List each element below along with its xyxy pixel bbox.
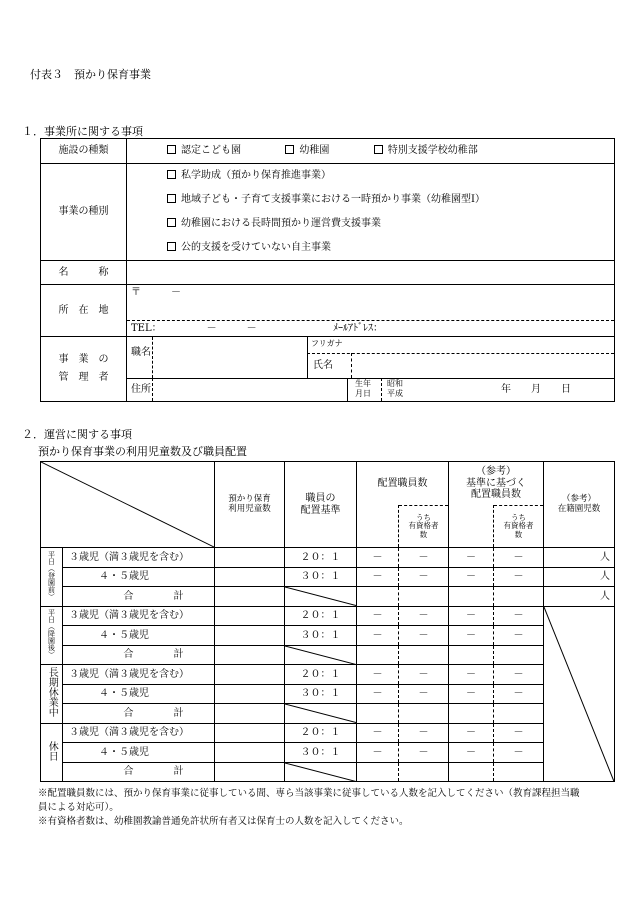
standard-cell: ２０：１ <box>285 606 357 626</box>
group-label: 平日（登園前） <box>41 548 63 607</box>
manager-label: 事 業 の 管 理 者 <box>41 337 127 402</box>
era-label: 昭和 平成 <box>387 379 403 398</box>
staff-count-cell[interactable] <box>494 762 544 782</box>
staff-count-header: 配置職員数 <box>357 462 449 506</box>
tel-field[interactable]: TEL： － － <box>131 322 257 334</box>
standard-header: 職員の 配置基準 <box>285 462 357 548</box>
business-type-label: 事業の種別 <box>41 164 127 261</box>
qualified-header-2: うち 有資格者 数 <box>494 506 544 548</box>
note-1b: 員による対応可）。 <box>38 802 119 813</box>
children-count-cell[interactable] <box>215 704 285 724</box>
enrolled-header: （参考） 在籍園児数 <box>544 462 615 548</box>
age-group-label: ４・５歳児 <box>63 743 215 763</box>
age-group-label: ３歳児（満３歳児を含む） <box>63 723 215 743</box>
staff-count-cell[interactable]: － <box>449 626 494 646</box>
age-group-label: 合 計 <box>63 587 215 607</box>
standard-cell <box>285 645 357 665</box>
staff-count-cell[interactable]: － <box>449 743 494 763</box>
staff-count-cell[interactable]: － <box>399 743 449 763</box>
checkbox-type-4[interactable] <box>167 242 176 251</box>
staff-count-cell[interactable] <box>399 587 449 607</box>
children-count-cell[interactable] <box>215 606 285 626</box>
checkbox-special-school[interactable] <box>374 145 383 154</box>
age-group-label: 合 計 <box>63 704 215 724</box>
staff-count-cell[interactable] <box>399 704 449 724</box>
children-count-cell[interactable] <box>215 743 285 763</box>
email-field[interactable]: ﾒｰﾙｱﾄﾞﾚｽ： <box>333 322 383 334</box>
group-label: 平日（降園後） <box>41 606 63 665</box>
ref-staff-header: （参考） 基準に基づく 配置職員数 <box>449 462 544 506</box>
age-group-label: ４・５歳児 <box>63 567 215 587</box>
group-label: 休日 <box>41 723 63 782</box>
staff-count-cell[interactable]: － <box>494 548 544 568</box>
staff-count-cell[interactable] <box>357 587 399 607</box>
staff-count-cell[interactable]: － <box>399 548 449 568</box>
table-row <box>41 548 615 568</box>
staff-count-cell[interactable]: － <box>449 723 494 743</box>
page-title: 付表３ 預かり保育事業 <box>30 68 151 81</box>
staff-count-cell[interactable]: － <box>449 548 494 568</box>
children-count-cell[interactable] <box>215 548 285 568</box>
staff-count-cell[interactable]: － <box>494 626 544 646</box>
staff-count-cell[interactable] <box>449 587 494 607</box>
children-count-cell[interactable] <box>215 762 285 782</box>
staff-count-cell[interactable]: － <box>357 606 399 626</box>
staff-count-cell[interactable]: － <box>357 548 399 568</box>
table-row <box>41 762 615 782</box>
staff-count-cell[interactable]: － <box>399 626 449 646</box>
table-row <box>41 606 615 626</box>
staff-count-cell[interactable]: － <box>357 626 399 646</box>
children-count-cell[interactable] <box>215 587 285 607</box>
staff-count-cell[interactable]: － <box>357 743 399 763</box>
staff-count-cell[interactable]: － <box>494 606 544 626</box>
group-label: 長期休業中 <box>41 665 63 724</box>
children-count-cell[interactable] <box>215 567 285 587</box>
table-row <box>41 626 615 646</box>
standard-cell: ３０：１ <box>285 626 357 646</box>
checkbox-type-3[interactable] <box>167 218 176 227</box>
facility-type-label: 施設の種類 <box>41 139 127 164</box>
table-row <box>41 587 615 607</box>
table-row <box>41 743 615 763</box>
standard-cell <box>285 762 357 782</box>
children-count-cell[interactable] <box>215 665 285 685</box>
checkbox-kindergarten[interactable] <box>285 145 294 154</box>
business-info-table: 施設の種類 認定こども園 幼稚園 特別支援学校幼稚部 事業の種別 私学助成（預かり保育推進事業） 地域子ども・子育て支援事業における一時預かり事業（幼稚園型Ⅰ） 幼稚園における長時間預かり運営費支援事業 公的支援を受けていない自主事業 名 称 所 在 地 〒 － TEL： － － ﾒｰﾙｱﾄﾞﾚｽ： 事 業 の 管 理 者 職名 フリガナ 氏名 住所 生年 月日 昭和 平成 年 月 日 <box>40 138 615 402</box>
staff-count-cell[interactable]: － <box>399 665 449 685</box>
staff-count-cell[interactable]: － <box>399 567 449 587</box>
staff-count-cell[interactable] <box>494 587 544 607</box>
section2-heading: ２．運営に関する事項 <box>22 428 132 441</box>
address-label: 所 在 地 <box>41 285 127 337</box>
table-row <box>41 567 615 587</box>
name-label: 名 称 <box>41 261 127 285</box>
staff-count-cell[interactable] <box>449 762 494 782</box>
staffing-table <box>40 461 615 782</box>
staff-count-cell[interactable] <box>449 704 494 724</box>
enrolled-count-cell[interactable]: 人 <box>544 587 615 607</box>
staff-count-cell[interactable] <box>357 704 399 724</box>
postal-code[interactable]: 〒 － <box>131 287 181 298</box>
checkbox-kodomoen[interactable] <box>167 145 176 154</box>
staff-count-cell[interactable]: － <box>449 665 494 685</box>
staff-count-cell[interactable] <box>449 645 494 665</box>
staff-count-cell[interactable]: － <box>357 684 399 704</box>
birth-date-field[interactable]: 年 月 日 <box>501 384 571 395</box>
standard-cell: ２０：１ <box>285 665 357 685</box>
staff-count-cell[interactable]: － <box>357 567 399 587</box>
note-2: ※有資格者数は、幼稚園教諭普通免許状所有者又は保育士の人数を記入してください。 <box>38 816 409 827</box>
age-group-label: ４・５歳児 <box>63 626 215 646</box>
age-group-label: 合 計 <box>63 762 215 782</box>
staff-count-cell[interactable]: － <box>399 684 449 704</box>
section2-subheading: 預かり保育事業の利用児童数及び職員配置 <box>38 445 247 458</box>
age-group-label: ３歳児（満３歳児を含む） <box>63 665 215 685</box>
table-row <box>41 645 615 665</box>
children-count-cell[interactable] <box>215 645 285 665</box>
staff-count-cell[interactable]: － <box>399 606 449 626</box>
age-group-label: ４・５歳児 <box>63 684 215 704</box>
standard-cell: ３０：１ <box>285 567 357 587</box>
note-1: ※配置職員数には、預かり保育事業に従事している間、専ら当該事業に従事している人数を記入してください（教育課程担当職 <box>38 788 580 799</box>
enrolled-count-cell[interactable]: 人 <box>544 548 615 568</box>
standard-cell <box>285 587 357 607</box>
children-count-cell[interactable] <box>215 684 285 704</box>
staff-count-cell[interactable] <box>494 704 544 724</box>
staff-count-cell[interactable]: － <box>494 665 544 685</box>
staff-count-cell[interactable]: － <box>449 567 494 587</box>
birth-label: 生年 月日 <box>355 379 371 398</box>
staff-count-cell[interactable] <box>399 645 449 665</box>
fullname-label: 氏名 <box>313 360 333 371</box>
staff-count-cell[interactable] <box>357 762 399 782</box>
section1-heading: １．事業所に関する事項 <box>22 125 143 138</box>
standard-cell: ２０：１ <box>285 723 357 743</box>
age-group-label: ３歳児（満３歳児を含む） <box>63 606 215 626</box>
staff-count-cell[interactable]: － <box>494 567 544 587</box>
enrolled-diagonal-cell <box>544 606 615 782</box>
header-diagonal-cell <box>41 462 215 548</box>
checkbox-type-2[interactable] <box>167 194 176 203</box>
children-count-cell[interactable] <box>215 626 285 646</box>
standard-cell: ３０：１ <box>285 743 357 763</box>
children-count-header: 預かり保育 利用児童数 <box>215 462 285 548</box>
enrolled-count-cell[interactable]: 人 <box>544 567 615 587</box>
furigana-label: フリガナ <box>311 339 343 348</box>
table-row <box>41 684 615 704</box>
staff-count-cell[interactable]: － <box>357 665 399 685</box>
staff-count-cell[interactable] <box>357 645 399 665</box>
age-group-label: ３歳児（満３歳児を含む） <box>63 548 215 568</box>
standard-cell <box>285 704 357 724</box>
staff-count-cell[interactable] <box>399 762 449 782</box>
children-count-cell[interactable] <box>215 723 285 743</box>
table-row <box>41 665 615 685</box>
staff-count-cell[interactable] <box>494 645 544 665</box>
post-label: 職名 <box>131 347 151 358</box>
home-address-label: 住所 <box>131 384 151 395</box>
staff-count-cell[interactable]: － <box>449 684 494 704</box>
age-group-label: 合 計 <box>63 645 215 665</box>
standard-cell: ２０：１ <box>285 548 357 568</box>
staff-count-cell[interactable]: － <box>357 723 399 743</box>
qualified-header-1: うち 有資格者 数 <box>399 506 449 548</box>
staff-count-cell[interactable]: － <box>449 606 494 626</box>
staff-count-cell[interactable]: － <box>494 743 544 763</box>
staff-count-cell[interactable]: － <box>399 723 449 743</box>
name-field[interactable] <box>127 261 615 285</box>
checkbox-type-1[interactable] <box>167 170 176 179</box>
table-row <box>41 723 615 743</box>
staff-count-cell[interactable]: － <box>494 684 544 704</box>
standard-cell: ３０：１ <box>285 684 357 704</box>
table-row <box>41 704 615 724</box>
staff-count-cell[interactable]: － <box>494 723 544 743</box>
